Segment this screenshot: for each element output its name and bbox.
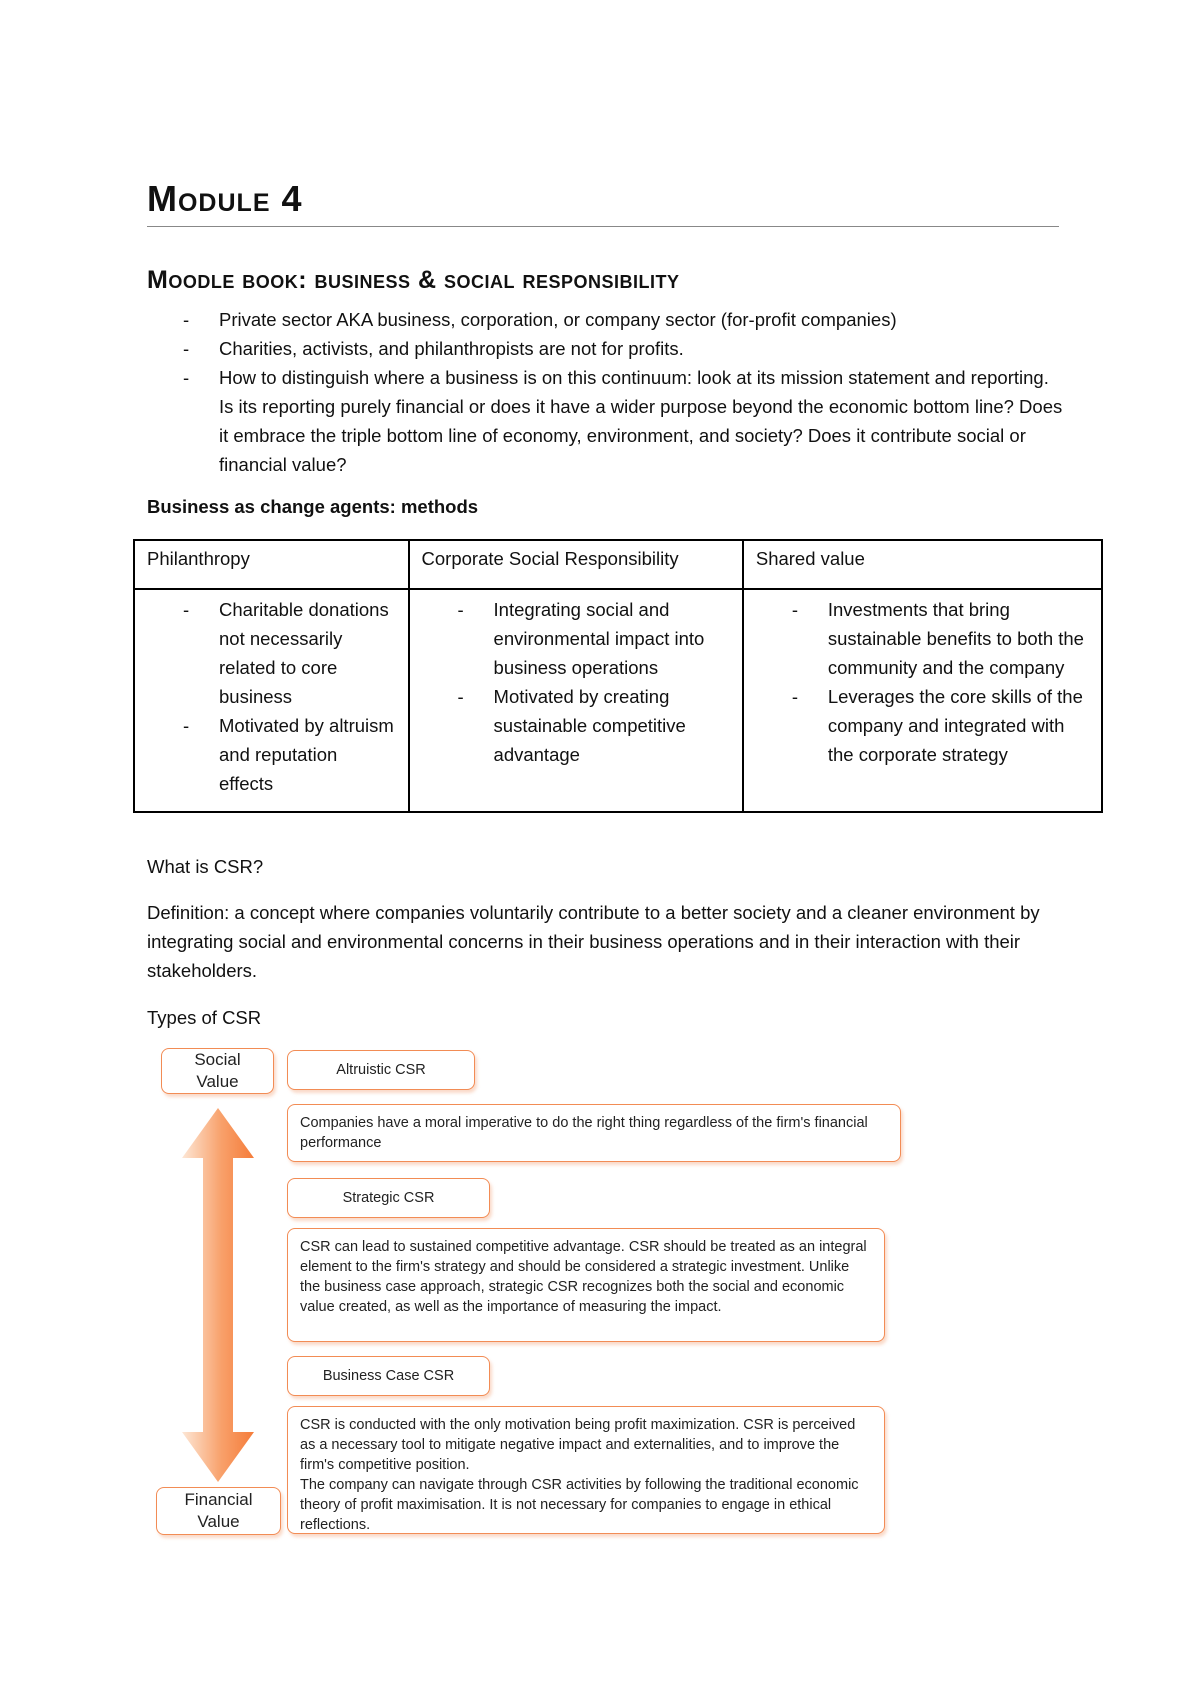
methods-table bbox=[133, 539, 1103, 813]
intro-bullet-list bbox=[147, 305, 1067, 479]
social-value-label: Social Value bbox=[161, 1048, 274, 1094]
business-case-csr-label: Business Case CSR bbox=[287, 1356, 490, 1396]
csr-definition: Definition: a concept where companies voluntarily contribute to a better society and a cleaner environment by integrating social and environmental concerns in their business operations and in their interaction with their stakeholders. bbox=[147, 902, 1040, 981]
what-is-csr: What is CSR? bbox=[147, 856, 264, 877]
methods-title: Business as change agents: methods bbox=[147, 496, 479, 517]
list-item: - Investments that bring sustainable benefits to both the community and the company bbox=[756, 595, 1089, 682]
table-cell-csr bbox=[409, 589, 743, 812]
altruistic-csr-label: Altruistic CSR bbox=[287, 1050, 475, 1090]
column-header-philanthropy: Philanthropy bbox=[134, 540, 409, 589]
list-item: - Motivated by altruism and reputation effects bbox=[147, 711, 396, 798]
strategic-csr-label: Strategic CSR bbox=[287, 1178, 490, 1218]
double-arrow-icon bbox=[182, 1108, 254, 1482]
table-cell-shared-value bbox=[743, 589, 1102, 812]
list-item: - Integrating social and environmental impact into business operations bbox=[422, 595, 730, 682]
business-case-csr-description bbox=[287, 1406, 885, 1534]
list-item: - Leverages the core skills of the company and integrated with the corporate strategy bbox=[756, 682, 1089, 769]
list-item: - How to distinguish where a business is on this continuum: look at its mission statement and reporting. Is its reporting purely financial or does it have a wider purpose beyond the economic bottom line? Does it embrace the triple bottom line of economy, environment, and society? Does it contribute social or financial value? bbox=[147, 363, 1067, 479]
column-header-csr: Corporate Social Responsibility bbox=[409, 540, 743, 589]
business-case-csr-text: CSR is conducted with the only motivation being profit maximization. CSR is perceived as a necessary tool to mitigate negative impact and externalities, and to improve the firm's competitive position. bbox=[300, 1417, 856, 1473]
table-row bbox=[134, 589, 1102, 812]
title-divider bbox=[147, 226, 1059, 227]
types-of-csr-title: Types of CSR bbox=[147, 1007, 262, 1028]
column-header-shared-value: Shared value bbox=[743, 540, 1102, 589]
strategic-csr-description: CSR can lead to sustained competitive advantage. CSR should be treated as an integral element to the firm's strategy and should be considered a strategic investment. Unlike the business case approach, strategic CSR recognizes both the social and economic value created, as well as the importance of measuring the impact. bbox=[287, 1228, 885, 1342]
financial-value-label: Financial Value bbox=[156, 1487, 281, 1535]
list-item: - Charitable donations not necessarily related to core business bbox=[147, 595, 396, 711]
altruistic-csr-description: Companies have a moral imperative to do the right thing regardless of the firm's financial performance bbox=[287, 1104, 901, 1162]
table-header-row bbox=[134, 540, 1102, 589]
page-title: Module 4 bbox=[147, 178, 303, 219]
section-heading: Moodle book: business & social responsibility bbox=[147, 266, 680, 294]
business-case-csr-text-extra: The company can navigate through CSR activities by following the traditional economic theory of profit maximisation. It is not necessary for companies to engage in ethical reflections. bbox=[300, 1477, 859, 1533]
list-item: - Private sector AKA business, corporation, or company sector (for-profit companies) bbox=[147, 305, 1067, 334]
table-cell-philanthropy bbox=[134, 589, 409, 812]
list-item: - Charities, activists, and philanthropists are not for profits. bbox=[147, 334, 1067, 363]
list-item: - Motivated by creating sustainable competitive advantage bbox=[422, 682, 730, 769]
